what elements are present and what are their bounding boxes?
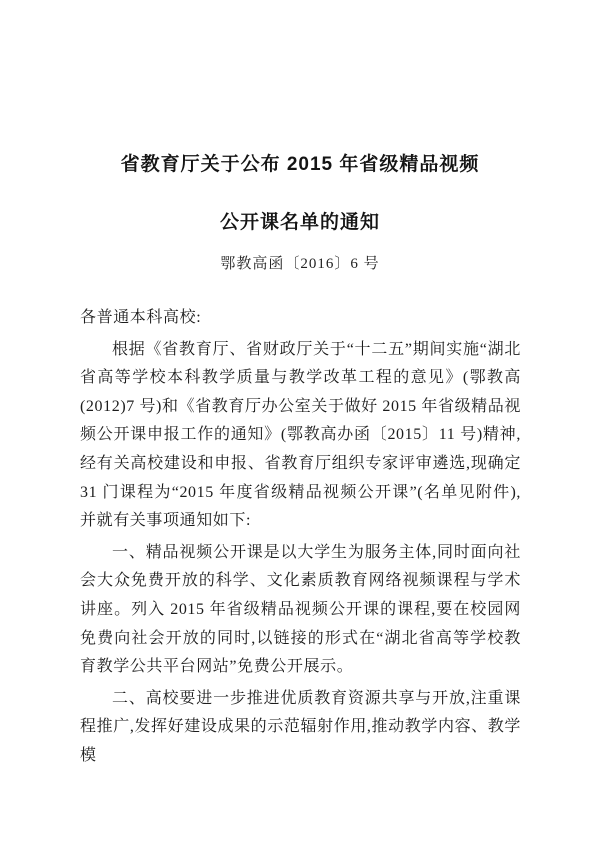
salutation: 各普通本科高校:: [80, 309, 202, 326]
doc-title-line-2: 公开课名单的通知: [219, 212, 380, 233]
paragraph-item-1: 一、精品视频公开课是以大学生为服务主体,同时面向社会大众免费开放的科学、文化素质教育网络视频课程与学术讲座。列入 2015 年省级精品视频公开课的课程,要在校园网免费向社会开放的同时,以链接的形式在“湖北省高等学校教育教学公共平台网站”免费公开展示。: [80, 543, 521, 676]
doc-title-line-1: 省教育厅关于公布 2015 年省级精品视频: [120, 154, 480, 175]
doc-body: [80, 304, 521, 774]
doc-number: 鄂教高函〔2016〕6 号: [220, 256, 380, 272]
paragraph-item-2: 二、高校要进一步推进优质教育资源共享与开放,注重课程推广,发挥好建设成果的示范辐射作用,推动教学内容、教学模: [80, 689, 521, 764]
paragraph-basis: 根据《省教育厅、省财政厅关于“十二五”期间实施“湖北省高等学校本科教学质量与教学改革工程的意见》(鄂教高(2012)7 号)和《省教育厅办公室关于做好 2015 年省级精品视频公开课申报工作的通知》(鄂教高办函〔2015〕11 号)精神,经有关高校建设和申报、省教育厅组织专家评审遴选,现确定 31 门课程为“2015 年度省级精品视频公开课”(名单见附件),并就有关事项通知如下:: [80, 340, 521, 530]
